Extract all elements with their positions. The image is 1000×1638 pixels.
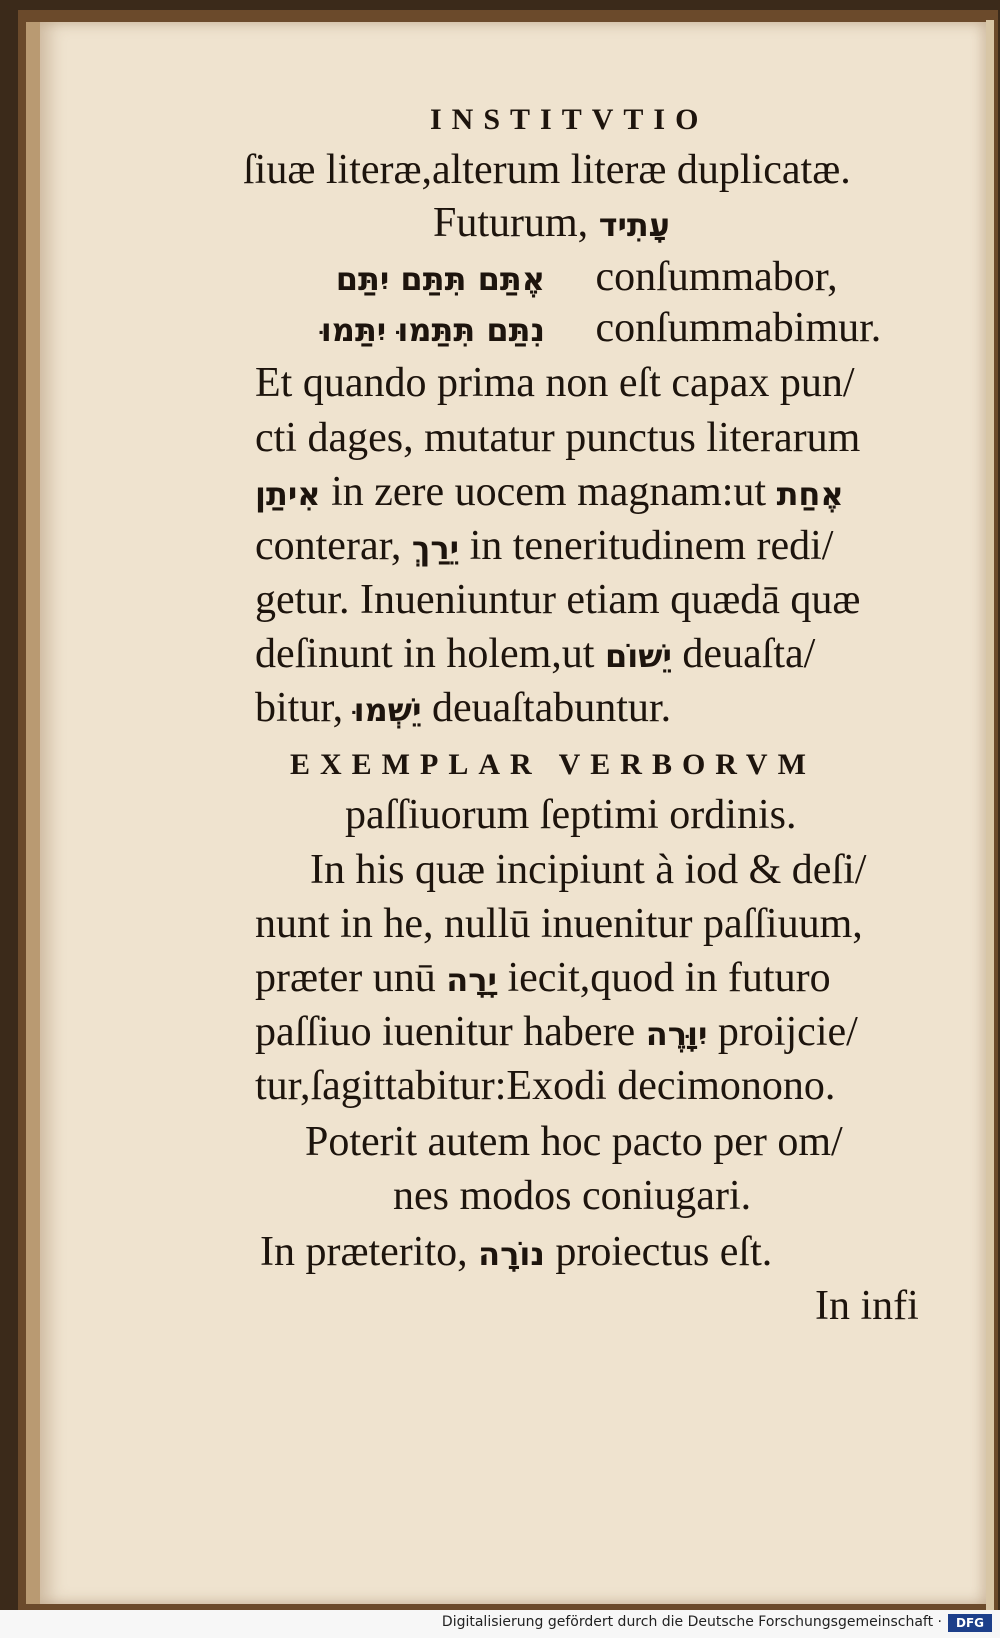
catchword: In infi (815, 1283, 919, 1329)
text-line: nunt in he, nullū inuenitur paſſiuum, (255, 901, 863, 947)
text-line: נִתַּם תִּתַּמוּ יִתַּמוּ conſummabimur. (320, 305, 882, 351)
text-line: In præterito, נוֹרָה proiectus eſt. (260, 1229, 773, 1275)
text-line: deſinunt in holem,ut יֵשׁוֹם deuaſta/ (255, 631, 816, 677)
text-line: paſſiuo iuenitur habere יִוָּרֶה proijcie/ (255, 1009, 858, 1055)
dfg-logo-icon: DFG (948, 1614, 992, 1632)
text-line: getur. Inueniuntur etiam quædā quæ (255, 577, 861, 623)
footer-credit: Digitalisierung gefördert durch die Deutsche Forschungsgemeinschaft · (441, 1614, 942, 1630)
section-heading: EXEMPLAR VERBORVM (290, 748, 816, 781)
text-line: tur,ſagittabitur:Exodi decimonono. (255, 1063, 836, 1109)
text-line: ſiuæ literæ,alterum literæ duplicatæ. (243, 147, 851, 193)
text-line: Futurum, עָתִיד (433, 200, 671, 246)
section-subheading: paſſiuorum ſeptimi ordinis. (345, 792, 797, 838)
footer-bar (0, 1610, 1000, 1638)
text-line: Poterit autem hoc pacto per om/ (305, 1119, 843, 1165)
text-line: bitur, יֵשְׁמוּ deuaſtabuntur. (255, 685, 672, 731)
text-line: In his quæ incipiunt à iod & deſi/ (310, 847, 867, 893)
text-line: אֶתַּם תִּתַּם יִתַּם conſummabor, (335, 254, 838, 300)
page-right-edge (986, 20, 994, 1610)
text-line: Et quando prima non eſt capax pun/ (255, 360, 855, 406)
text-line: conterar, יֵרַךְ in teneritudinem redi/ (255, 523, 834, 569)
text-line: cti dages, mutatur punctus literarum (255, 415, 861, 461)
text-line: אִיתַן in zere uocem magnam:ut אֶחַת (255, 469, 844, 515)
running-header: INSTITVTIO (430, 103, 709, 136)
text-line: nes modos coniugari. (393, 1173, 752, 1219)
text-line: præter unū יָרָה iecit,quod in futuro (255, 955, 831, 1001)
